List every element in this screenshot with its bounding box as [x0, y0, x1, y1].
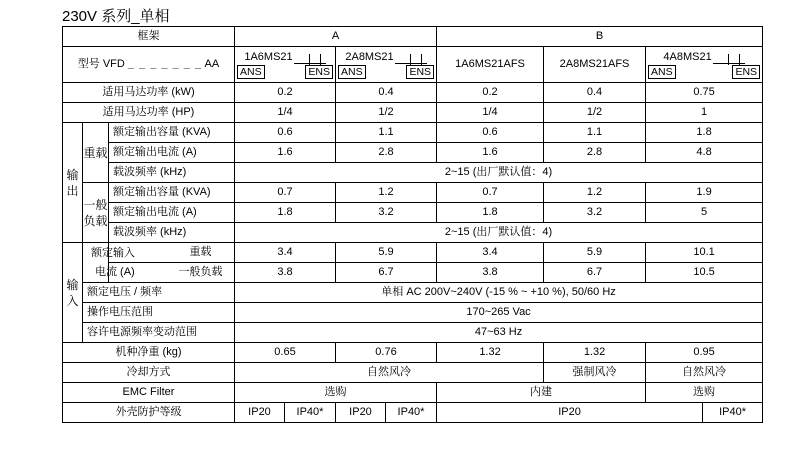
page-title: 230V 系列_单相	[62, 8, 170, 25]
table-row	[63, 323, 763, 343]
input-current-label	[83, 243, 135, 283]
cell: 自然风冷	[235, 363, 544, 383]
cell: 10.1	[646, 243, 763, 263]
cell: 3.2	[336, 203, 437, 223]
cell: 0.65	[235, 343, 336, 363]
ens-label: ENS	[732, 65, 760, 79]
cell: 5	[646, 203, 763, 223]
cell: 1.9	[646, 183, 763, 203]
row-label: 载波频率 (kHz)	[109, 163, 235, 183]
cell: 1/4	[437, 103, 544, 123]
row-label: 适用马达功率 (HP)	[63, 103, 235, 123]
row-label: 重载	[109, 243, 235, 263]
cell: 2.8	[544, 143, 646, 163]
cell: 1	[646, 103, 763, 123]
frame-a: A	[235, 27, 437, 47]
table-row	[63, 283, 763, 303]
ans-label: ANS	[237, 65, 265, 79]
row-label: 一般负载	[109, 263, 235, 283]
cell: IP40*	[703, 403, 763, 423]
spec-table	[62, 26, 763, 423]
table-row	[63, 143, 763, 163]
table-row	[63, 123, 763, 143]
cell: 10.5	[646, 263, 763, 283]
frame-label: 框架	[63, 27, 235, 47]
cell: 1.8	[235, 203, 336, 223]
row-label: 冷却方式	[63, 363, 235, 383]
table-row	[63, 163, 763, 183]
input-current-line2: 电流 (A)	[95, 265, 135, 278]
row-label: EMC Filter	[63, 383, 235, 403]
ens-label: ENS	[406, 65, 434, 79]
input-current-line1: 额定输入	[91, 246, 135, 259]
cell: 3.8	[437, 263, 544, 283]
cell: IP40*	[386, 403, 437, 423]
cell: IP20	[235, 403, 285, 423]
cell: 单相 AC 200V~240V (-15 % ~ +10 %), 50/60 Hz	[235, 283, 763, 303]
cell: 0.2	[235, 83, 336, 103]
cell: 1.8	[646, 123, 763, 143]
model-1a6ms21	[235, 47, 336, 83]
row-label: 外壳防护等级	[63, 403, 235, 423]
table-row	[63, 403, 763, 423]
row-label: 额定输出电流 (A)	[109, 143, 235, 163]
ens-label: ENS	[305, 65, 333, 79]
row-label: 载波频率 (kHz)	[109, 223, 235, 243]
model-1a6ms21afs: 1A6MS21AFS	[437, 47, 544, 83]
cell: 4.8	[646, 143, 763, 163]
model-suffix: AA	[204, 58, 220, 70]
cell: 1.2	[544, 183, 646, 203]
cell: 6.7	[336, 263, 437, 283]
cell: 3.4	[437, 243, 544, 263]
row-label: 容许电源频率变动范围	[83, 323, 235, 343]
cell: 1.2	[336, 183, 437, 203]
table-row	[63, 103, 763, 123]
table-row	[63, 83, 763, 103]
cell: 1.6	[235, 143, 336, 163]
model-blank-box	[395, 52, 427, 64]
output-group-label: 输出	[63, 123, 83, 243]
cell: 6.7	[544, 263, 646, 283]
cell: 0.6	[235, 123, 336, 143]
input-group-label: 输入	[63, 243, 83, 343]
model-4a8ms21-text: 4A8MS21	[663, 50, 712, 63]
cell: IP20	[336, 403, 386, 423]
model-blank-box	[294, 52, 326, 64]
model-row	[63, 47, 763, 83]
model-label: 型号 VFD	[77, 58, 125, 70]
table-row	[63, 303, 763, 323]
model-2a8ms21-text: 2A8MS21	[345, 50, 394, 63]
cell: 0.75	[646, 83, 763, 103]
heavy-label: 重载	[83, 123, 109, 183]
cell: 0.6	[437, 123, 544, 143]
cell: 3.2	[544, 203, 646, 223]
cell: 3.4	[235, 243, 336, 263]
cell: 0.7	[437, 183, 544, 203]
table-row	[63, 243, 763, 263]
frame-row	[63, 27, 763, 47]
cell: 2~15 (出厂默认值：4)	[235, 223, 763, 243]
row-label: 额定输出容量 (KVA)	[109, 183, 235, 203]
table-row	[63, 363, 763, 383]
table-row	[63, 343, 763, 363]
cell: 1.1	[336, 123, 437, 143]
table-row	[63, 203, 763, 223]
model-blank: _ _ _ _ _ _ _	[127, 58, 203, 70]
cell: 1/2	[336, 103, 437, 123]
table-row	[63, 183, 763, 203]
model-blank-box	[713, 52, 745, 64]
cell: 3.8	[235, 263, 336, 283]
model-label-cell	[63, 47, 235, 83]
cell: 0.4	[544, 83, 646, 103]
ans-label: ANS	[648, 65, 676, 79]
cell: 2~15 (出厂默认值：4)	[235, 163, 763, 183]
cell: 0.76	[336, 343, 437, 363]
frame-b: B	[437, 27, 763, 47]
row-label: 额定电压 / 频率	[83, 283, 235, 303]
table-row	[63, 223, 763, 243]
cell: 1.32	[437, 343, 544, 363]
cell: 0.2	[437, 83, 544, 103]
model-2a8ms21	[336, 47, 437, 83]
cell: 内建	[437, 383, 646, 403]
cell: 0.7	[235, 183, 336, 203]
cell: 自然风冷	[646, 363, 763, 383]
cell: 47~63 Hz	[235, 323, 763, 343]
model-2a8ms21afs: 2A8MS21AFS	[544, 47, 646, 83]
model-1a6ms21-text: 1A6MS21	[244, 50, 293, 63]
table-row	[63, 383, 763, 403]
cell: 1/2	[544, 103, 646, 123]
cell: 1.8	[437, 203, 544, 223]
row-label: 额定输出电流 (A)	[109, 203, 235, 223]
model-4a8ms21	[646, 47, 763, 83]
cell: 强制风冷	[544, 363, 646, 383]
cell: 1.6	[437, 143, 544, 163]
row-label: 机种净重 (kg)	[63, 343, 235, 363]
cell: 1.32	[544, 343, 646, 363]
cell: 0.4	[336, 83, 437, 103]
cell: 5.9	[336, 243, 437, 263]
general-load-label: 一般负载	[83, 183, 109, 243]
cell: 1.1	[544, 123, 646, 143]
cell: 5.9	[544, 243, 646, 263]
cell: 170~265 Vac	[235, 303, 763, 323]
cell: 2.8	[336, 143, 437, 163]
cell: 0.95	[646, 343, 763, 363]
row-label: 操作电压范围	[83, 303, 235, 323]
cell: 选购	[646, 383, 763, 403]
ans-label: ANS	[338, 65, 366, 79]
cell: IP40*	[285, 403, 336, 423]
table-row	[63, 263, 763, 283]
row-label: 适用马达功率 (kW)	[63, 83, 235, 103]
cell: 1/4	[235, 103, 336, 123]
row-label: 额定输出容量 (KVA)	[109, 123, 235, 143]
cell: 选购	[235, 383, 437, 403]
cell: IP20	[437, 403, 703, 423]
